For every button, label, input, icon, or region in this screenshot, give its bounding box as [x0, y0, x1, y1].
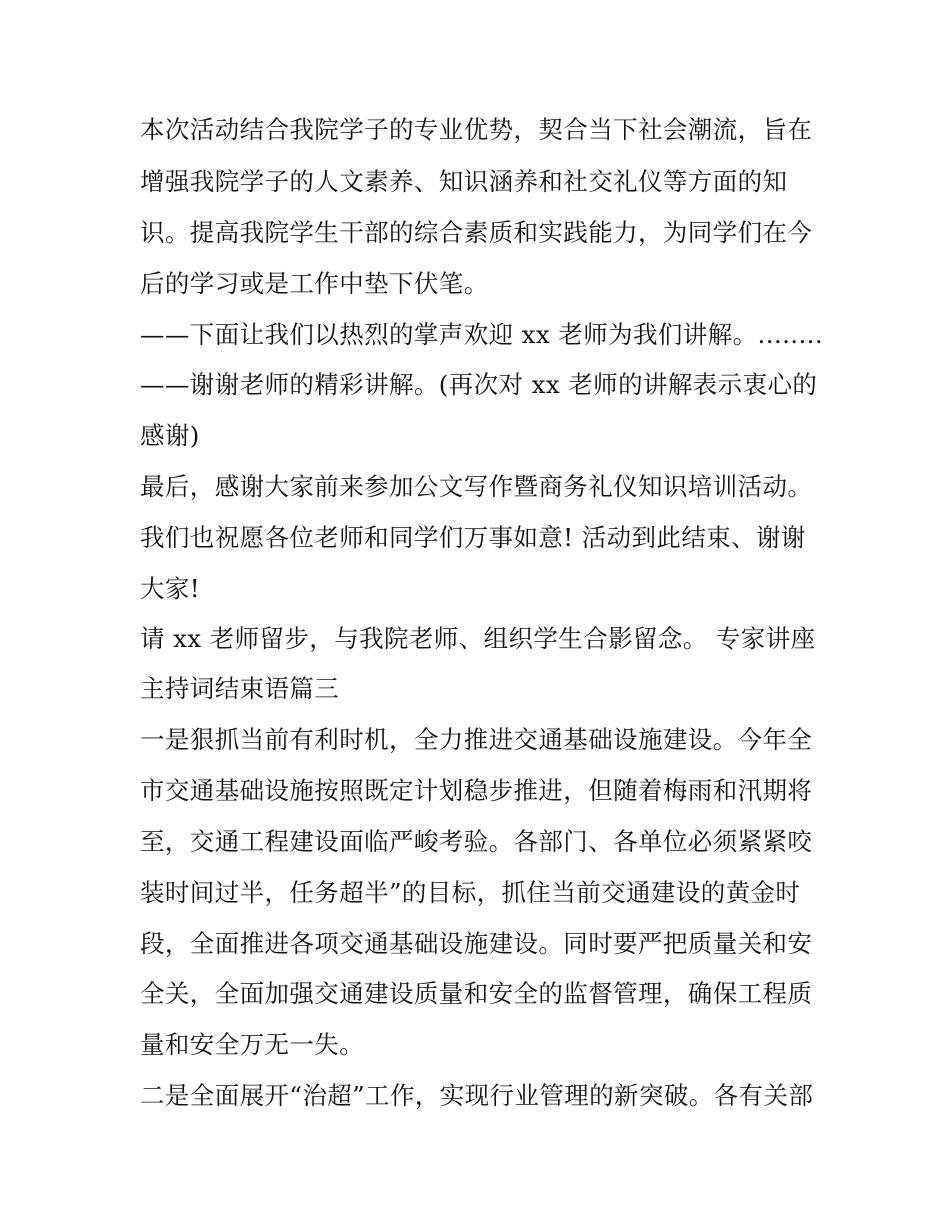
- text-line: 大家!: [140, 574, 201, 603]
- text-line: 感谢): [140, 421, 200, 450]
- text-line: 段，全面推进各项交通基础设施建设。同时要严把质量关和安: [140, 929, 813, 958]
- text-line: 最后，感谢大家前来参加公文写作暨商务礼仪知识培训活动。: [140, 472, 813, 501]
- text-line: ——谢谢老师的精彩讲解。(再次对 xx 老师的讲解表示衷心的: [140, 370, 818, 399]
- text-line: ——下面让我们以热烈的掌声欢迎 xx 老师为我们讲解。........: [140, 320, 824, 349]
- text-line: 市交通基础设施按照既定计划稳步推进，但随着梅雨和汛期将: [140, 776, 813, 805]
- text-line: 识。提高我院学生干部的综合素质和实践能力，为同学们在今: [140, 218, 813, 247]
- text-line: 全关，全面加强交通建设质量和安全的监督管理，确保工程质: [140, 979, 813, 1008]
- text-line: 一是狠抓当前有利时机，全力推进交通基础设施建设。今年全: [140, 725, 813, 754]
- text-line: 主持词结束语篇三: [140, 674, 340, 703]
- text-line: 我们也祝愿各位老师和同学们万事如意! 活动到此结束、谢谢: [140, 523, 806, 552]
- text-line: 本次活动结合我院学子的专业优势，契合当下社会潮流，旨在: [140, 115, 813, 144]
- text-line: 装时间过半，任务超半”的目标，抓住当前交通建设的黄金时: [140, 878, 801, 907]
- text-line: 增强我院学子的人文素养、知识涵养和社交礼仪等方面的知: [140, 167, 788, 196]
- text-line: 量和安全万无一失。: [140, 1030, 365, 1059]
- text-line: 二是全面展开“治超”工作，实现行业管理的新突破。各有关部: [140, 1081, 814, 1110]
- text-line: 至，交通工程建设面临严峻考验。各部门、各单位必须紧紧咬: [140, 827, 813, 856]
- text-line: 请 xx 老师留步，与我院老师、组织学生合影留念。 专家讲座: [140, 624, 816, 653]
- text-line: 后的学习或是工作中垫下伏笔。: [140, 269, 489, 298]
